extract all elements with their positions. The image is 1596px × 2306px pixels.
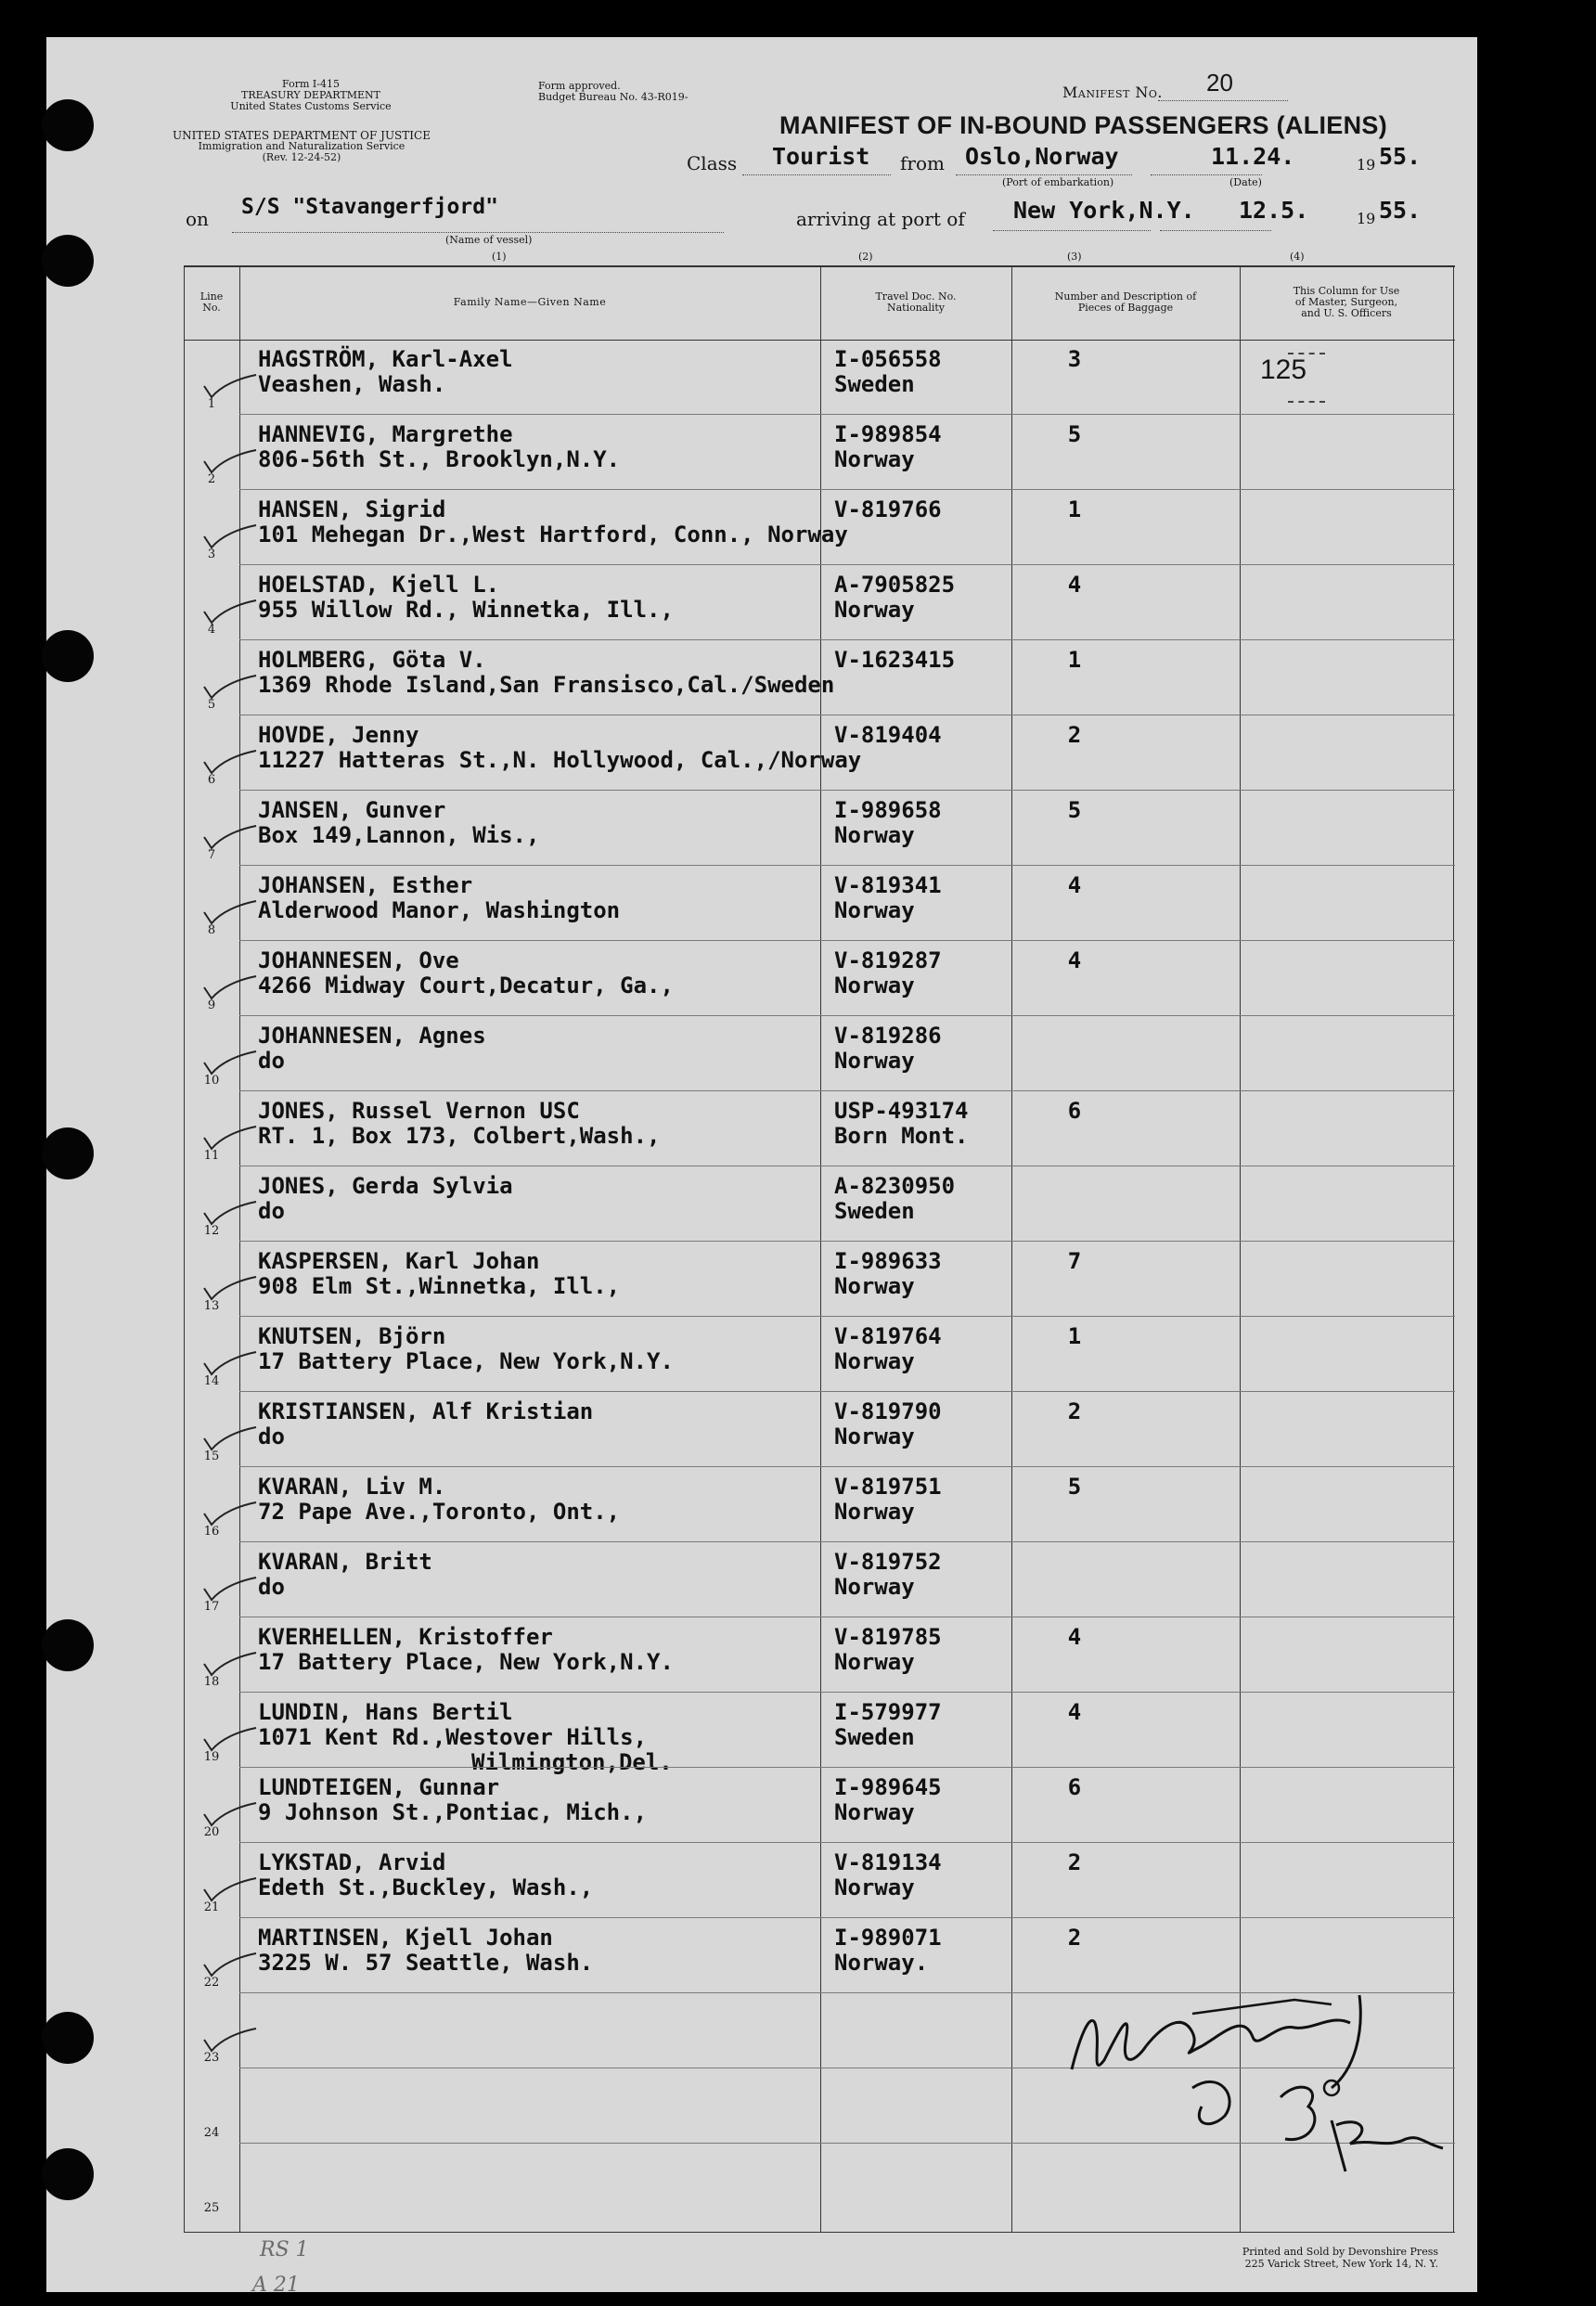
travel-document (834, 1099, 969, 1149)
justice-department: UNITED STATES DEPARTMENT OF JUSTICE (173, 129, 431, 142)
baggage-count: 2 (1067, 1925, 1082, 1951)
baggage-count: 1 (1067, 1323, 1082, 1349)
embark-year-prefix: 19 (1357, 156, 1376, 174)
passenger-address-cont: Wilmington,Del. (471, 1749, 673, 1775)
class-label: Class (687, 152, 738, 174)
passenger-name-address (258, 1926, 593, 1976)
travel-doc-number: V-819751 (834, 1474, 942, 1500)
travel-document (834, 873, 942, 923)
travel-document (834, 1850, 942, 1900)
passenger-address: 101 Mehegan Dr.,West Hartford, Conn., Norway (258, 522, 848, 548)
travel-doc-number: V-819766 (834, 496, 942, 522)
date-underline (1151, 174, 1262, 175)
travel-document (834, 422, 942, 472)
check-mark-icon (202, 967, 258, 1004)
arrival-year-prefix: 19 (1357, 210, 1376, 227)
travel-document (834, 573, 955, 623)
passenger-name-address (258, 1475, 620, 1525)
passenger-address: RT. 1, Box 173, Colbert,Wash., (258, 1123, 661, 1149)
nationality: Norway. (834, 1950, 929, 1976)
baggage-count: 7 (1067, 1248, 1082, 1274)
passenger-name-address (258, 1024, 486, 1074)
col-header-name: Family Name—Given Name (453, 296, 607, 308)
passenger-name-address (258, 1174, 513, 1224)
travel-doc-number: I-056558 (834, 346, 942, 372)
passenger-address: 955 Willow Rd., Winnetka, Ill., (258, 597, 674, 623)
travel-doc-number: V-819764 (834, 1323, 942, 1349)
printer-line2: 225 Varick Street, New York 14, N. Y. (1244, 2258, 1438, 2270)
table-row (184, 1392, 1455, 1467)
line-number: 10 (203, 1074, 220, 1088)
line-number: 7 (207, 848, 216, 862)
nationality: Norway (834, 1499, 915, 1525)
line-number: 6 (207, 773, 216, 787)
baggage-count: 1 (1067, 496, 1082, 522)
table-row (184, 1617, 1455, 1693)
travel-document (834, 497, 942, 522)
class-underline (742, 174, 891, 175)
baggage-count: 4 (1067, 1624, 1082, 1650)
travel-document (834, 1249, 942, 1299)
passenger-address: 1071 Kent Rd.,Westover Hills, (258, 1724, 648, 1750)
printer-line1: Printed and Sold by Devonshire Press (1242, 2246, 1438, 2258)
check-mark-icon (202, 1343, 258, 1380)
line-number: 13 (203, 1299, 220, 1313)
baggage-count: 6 (1067, 1098, 1082, 1124)
baggage-count: 4 (1067, 872, 1082, 898)
baggage-count: 6 (1067, 1774, 1082, 1800)
treasury-department: TREASURY DEPARTMENT (241, 89, 380, 101)
col-header-doc-line1: Travel Doc. No. (875, 290, 957, 303)
travel-document (834, 1324, 942, 1374)
line-number: 19 (203, 1750, 220, 1764)
passenger-name: JOHANSEN, Esther (258, 872, 473, 898)
passenger-address: 17 Battery Place, New York,N.Y. (258, 1348, 674, 1374)
baggage-count: 2 (1067, 722, 1082, 748)
form-approved: Form approved. (538, 80, 621, 92)
travel-doc-number: V-819286 (834, 1023, 942, 1049)
travel-doc-number: V-819785 (834, 1624, 942, 1650)
passenger-name: JANSEN, Gunver (258, 797, 446, 823)
baggage-count: 1 (1067, 647, 1082, 673)
passenger-name: LYKSTAD, Arvid (258, 1849, 446, 1875)
col-num-1: (1) (492, 251, 507, 263)
check-mark-icon (202, 1042, 258, 1079)
passenger-name-address (258, 948, 674, 998)
revision-date: (Rev. 12-24-52) (262, 151, 341, 163)
justice-block (167, 130, 436, 163)
table-row (184, 1467, 1455, 1542)
line-number: 20 (203, 1825, 220, 1839)
class-value: Tourist (772, 143, 870, 170)
passenger-address: Edeth St.,Buckley, Wash., (258, 1874, 594, 1900)
travel-doc-number: I-989071 (834, 1925, 942, 1951)
nationality: Norway (834, 1649, 915, 1675)
passenger-address: 3225 W. 57 Seattle, Wash. (258, 1950, 594, 1976)
passenger-address: do (258, 1048, 285, 1074)
table-row (184, 565, 1455, 640)
baggage-count: 4 (1067, 572, 1082, 598)
travel-doc-number: I-579977 (834, 1699, 942, 1725)
passenger-address: 11227 Hatteras St.,N. Hollywood, Cal.,/Norway (258, 747, 862, 773)
line-number: 9 (207, 998, 216, 1012)
printer-imprint (1086, 2246, 1438, 2270)
table-row (184, 791, 1455, 866)
table-row (184, 941, 1455, 1016)
passenger-address: 9 Johnson St.,Pontiac, Mich., (258, 1799, 648, 1825)
passenger-name-address (258, 1399, 593, 1449)
line-number: 14 (203, 1374, 220, 1388)
punch-hole (42, 2148, 94, 2200)
nationality: Norway (834, 973, 915, 998)
passenger-name: HOELSTAD, Kjell L. (258, 572, 500, 598)
passenger-name: HAGSTRÖM, Karl-Axel (258, 346, 513, 372)
travel-doc-number: I-989645 (834, 1774, 942, 1800)
passenger-name-address (258, 422, 620, 472)
passenger-name-address (258, 1850, 593, 1900)
col-header-off-line2: of Master, Surgeon, (1294, 296, 1398, 308)
line-number: 16 (203, 1525, 220, 1539)
nationality: Sweden (834, 1198, 915, 1224)
table-row (184, 1091, 1455, 1166)
passenger-name-address (258, 1625, 674, 1675)
table-row (184, 1768, 1455, 1843)
arriving-label: arriving at port of (796, 208, 965, 230)
passenger-name-address (258, 723, 861, 773)
table-row (184, 715, 1455, 791)
line-number: 5 (207, 698, 216, 712)
travel-document (834, 1399, 942, 1449)
travel-document (834, 1174, 955, 1224)
check-mark-icon (202, 516, 258, 553)
passenger-address: 908 Elm St.,Winnetka, Ill., (258, 1273, 621, 1299)
check-mark-icon (202, 1568, 258, 1605)
line-number: 15 (203, 1449, 220, 1463)
check-mark-icon (202, 817, 258, 854)
check-mark-icon (202, 366, 258, 403)
passenger-name: KVERHELLEN, Kristoffer (258, 1624, 553, 1650)
from-label: from (900, 152, 945, 174)
passenger-name-address (258, 1550, 432, 1600)
travel-doc-number: A-7905825 (834, 572, 956, 598)
col-header-baggage (1011, 265, 1240, 340)
travel-doc-number: V-1623415 (834, 647, 956, 673)
passenger-name: JONES, Gerda Sylvia (258, 1173, 513, 1199)
pencil-note-1: RS 1 (260, 2238, 309, 2261)
baggage-count: 4 (1067, 947, 1082, 973)
check-mark-icon (202, 1493, 258, 1530)
passenger-address: 806-56th St., Brooklyn,N.Y. (258, 446, 621, 472)
table-row (184, 1016, 1455, 1091)
port-of-embarkation: Oslo,Norway (965, 143, 1119, 170)
table-row (184, 640, 1455, 715)
passenger-name: JONES, Russel Vernon USC (258, 1098, 580, 1124)
table-row (184, 1242, 1455, 1317)
travel-doc-number: USP-493174 (834, 1098, 969, 1124)
check-mark-icon (202, 2019, 258, 2056)
budget-bureau: Budget Bureau No. 43-R019- (538, 91, 689, 103)
check-mark-icon (202, 1944, 258, 1981)
arrival-date: 12.5. (1239, 197, 1309, 224)
col-header-officers (1240, 265, 1453, 340)
nationality: Norway (834, 597, 915, 623)
nationality: Norway (834, 1799, 915, 1825)
nationality: Norway (834, 1348, 915, 1374)
col-header-off-line1: This Column for Use (1293, 285, 1400, 297)
baggage-count: 2 (1067, 1849, 1082, 1875)
passenger-name-address (258, 1700, 673, 1775)
baggage-count: 4 (1067, 1699, 1082, 1725)
travel-document (834, 798, 942, 848)
immigration-service: Immigration and Naturalization Service (198, 140, 405, 152)
travel-document (834, 948, 942, 998)
punch-hole (42, 630, 94, 682)
travel-doc-number: A-8230950 (834, 1173, 956, 1199)
line-number: 1 (207, 397, 216, 411)
nationality: Norway (834, 1424, 915, 1449)
table-row (184, 1317, 1455, 1392)
line-number: 12 (203, 1224, 220, 1238)
form-number: Form I-415 (282, 78, 340, 90)
port-caption: (Port of embarkation) (1002, 176, 1114, 188)
travel-document (834, 1926, 942, 1976)
check-mark-icon (202, 441, 258, 478)
check-mark-icon (202, 1192, 258, 1230)
line-number: 23 (203, 2051, 220, 2065)
passenger-address: Veashen, Wash. (258, 371, 446, 397)
vessel-caption: (Name of vessel) (445, 234, 533, 246)
line-number: 8 (207, 923, 216, 937)
travel-document (834, 723, 942, 748)
line-number: 18 (203, 1675, 220, 1689)
passenger-name-address (258, 798, 539, 848)
officer-note: 125 (1260, 354, 1307, 385)
line-number: 2 (207, 472, 216, 486)
table-row (184, 1843, 1455, 1918)
travel-document (834, 1550, 942, 1600)
punch-hole (42, 235, 94, 287)
check-mark-icon (202, 666, 258, 703)
baggage-count: 2 (1067, 1398, 1082, 1424)
passenger-name: KVARAN, Britt (258, 1549, 432, 1575)
passenger-name: KNUTSEN, Björn (258, 1323, 446, 1349)
check-mark-icon (202, 1869, 258, 1906)
travel-doc-number: I-989658 (834, 797, 942, 823)
form-number-block (218, 79, 404, 112)
table-row (184, 866, 1455, 941)
passenger-name: JOHANNESEN, Ove (258, 947, 459, 973)
passenger-name: HANNEVIG, Margrethe (258, 421, 513, 447)
customs-service: United States Customs Service (230, 100, 392, 112)
manifest-title: MANIFEST OF IN-BOUND PASSENGERS (ALIENS) (779, 111, 1388, 139)
date-caption: (Date) (1229, 176, 1262, 188)
passenger-address: Box 149,Lannon, Wis., (258, 822, 540, 848)
nationality: Norway (834, 822, 915, 848)
travel-doc-number: V-819341 (834, 872, 942, 898)
arrival-port: New York,N.Y. (1013, 197, 1195, 224)
col-num-3: (3) (1067, 251, 1082, 263)
travel-doc-number: V-819790 (834, 1398, 942, 1424)
passenger-name-address (258, 1324, 674, 1374)
passenger-name-address (258, 1775, 647, 1825)
passenger-address: do (258, 1574, 285, 1600)
passenger-name: HOVDE, Jenny (258, 722, 419, 748)
passenger-address: 1369 Rhode Island,San Fransisco,Cal./Sweden (258, 672, 835, 698)
table-row (184, 490, 1455, 565)
passenger-name: KVARAN, Liv M. (258, 1474, 446, 1500)
check-mark-icon (202, 1418, 258, 1455)
passenger-name: JOHANNESEN, Agnes (258, 1023, 486, 1049)
travel-doc-number: V-819752 (834, 1549, 942, 1575)
check-mark-icon (202, 1794, 258, 1831)
passenger-name-address (258, 347, 513, 397)
on-label: on (186, 208, 209, 230)
pencil-note-2: A 21 (252, 2274, 300, 2297)
line-number: 4 (207, 623, 216, 637)
passenger-name-address (258, 648, 834, 698)
table-row (184, 340, 1455, 415)
check-mark-icon (202, 892, 258, 929)
col-num-2: (2) (858, 251, 873, 263)
col-header-off-line3: and U. S. Officers (1301, 307, 1392, 319)
passenger-name: KRISTIANSEN, Alf Kristian (258, 1398, 594, 1424)
line-number: 11 (203, 1149, 220, 1163)
line-number: 3 (207, 548, 216, 561)
travel-document (834, 1024, 942, 1074)
line-number: 21 (203, 1900, 220, 1914)
passenger-name-address (258, 873, 620, 923)
table-row (184, 1166, 1455, 1242)
vessel-name: S/S "Stavangerfjord" (241, 195, 498, 219)
arrival-date-underline (1160, 230, 1271, 231)
travel-document (834, 1475, 942, 1525)
passenger-rows (184, 340, 1455, 2233)
passenger-name: MARTINSEN, Kjell Johan (258, 1925, 553, 1951)
col-header-doc-line2: Nationality (886, 302, 946, 314)
punch-hole (42, 99, 94, 151)
nationality: Norway (834, 446, 915, 472)
passenger-name: HOLMBERG, Göta V. (258, 647, 486, 673)
travel-doc-number: V-819404 (834, 722, 942, 748)
passenger-name-address (258, 1249, 620, 1299)
passenger-address: 72 Pape Ave.,Toronto, Ont., (258, 1499, 621, 1525)
col-header-bag-line1: Number and Description of (1054, 290, 1197, 303)
punch-hole (42, 1127, 94, 1179)
passenger-name: LUNDTEIGEN, Gunnar (258, 1774, 500, 1800)
col-num-4: (4) (1290, 251, 1305, 263)
travel-doc-number: V-819287 (834, 947, 942, 973)
manifest-no-value: 20 (1206, 69, 1233, 97)
nationality: Norway (834, 1048, 915, 1074)
nationality: Norway (834, 1574, 915, 1600)
arrival-port-underline (993, 230, 1151, 231)
travel-doc-number: I-989854 (834, 421, 942, 447)
check-mark-icon (202, 1117, 258, 1154)
line-number: 22 (203, 1976, 220, 1990)
travel-document (834, 648, 955, 673)
passenger-address: 4266 Midway Court,Decatur, Ga., (258, 973, 674, 998)
travel-document (834, 1775, 942, 1825)
baggage-count: 3 (1067, 346, 1082, 372)
passenger-name: LUNDIN, Hans Bertil (258, 1699, 513, 1725)
passenger-address: Alderwood Manor, Washington (258, 897, 621, 923)
nationality: Sweden (834, 1724, 915, 1750)
check-mark-icon (202, 1719, 258, 1756)
baggage-count: 5 (1067, 421, 1082, 447)
manifest-no-underline (1158, 100, 1288, 101)
embark-date: 11.24. (1211, 143, 1295, 170)
manifest-no-label: Manifest No. (1062, 84, 1164, 101)
col-header-doc (820, 265, 1011, 340)
officer-dash-marks (1288, 353, 1325, 403)
line-number: 25 (203, 2201, 220, 2215)
check-mark-icon (202, 1268, 258, 1305)
travel-document (834, 1700, 942, 1750)
check-mark-icon (202, 741, 258, 779)
nationality: Norway (834, 1874, 915, 1900)
passenger-name-address (258, 497, 848, 548)
vessel-underline (232, 232, 724, 233)
travel-document (834, 347, 942, 397)
passenger-table (184, 265, 1455, 2233)
approval-block (538, 81, 689, 103)
embark-year: 55. (1379, 143, 1422, 170)
nationality: Norway (834, 897, 915, 923)
check-mark-icon (202, 591, 258, 628)
passenger-name: HANSEN, Sigrid (258, 496, 446, 522)
table-row (184, 1693, 1455, 1775)
travel-doc-number: I-989633 (834, 1248, 942, 1274)
passenger-address: do (258, 1424, 285, 1449)
passenger-name-address (258, 1099, 660, 1149)
nationality: Sweden (834, 371, 915, 397)
baggage-count: 5 (1067, 797, 1082, 823)
travel-document (834, 1625, 942, 1675)
travel-doc-number: V-819134 (834, 1849, 942, 1875)
manifest-page (46, 37, 1477, 2297)
arrival-year: 55. (1379, 197, 1422, 224)
officer-signature (1053, 1958, 1480, 2199)
passenger-address: 17 Battery Place, New York,N.Y. (258, 1649, 674, 1675)
table-row (184, 1542, 1455, 1617)
passenger-name-address (258, 573, 674, 623)
baggage-count: 5 (1067, 1474, 1082, 1500)
table-row (184, 415, 1455, 490)
nationality: Norway (834, 1273, 915, 1299)
passenger-address: do (258, 1198, 285, 1224)
passenger-name: KASPERSEN, Karl Johan (258, 1248, 540, 1274)
col-header-bag-line2: Pieces of Baggage (1077, 302, 1174, 314)
line-number: 17 (203, 1600, 220, 1614)
port-underline (956, 174, 1132, 175)
punch-hole (42, 2012, 94, 2064)
col-header-line: Line No. (200, 290, 224, 314)
check-mark-icon (202, 1643, 258, 1681)
nationality: Born Mont. (834, 1123, 969, 1149)
punch-hole (42, 1619, 94, 1671)
line-number: 24 (203, 2126, 220, 2140)
